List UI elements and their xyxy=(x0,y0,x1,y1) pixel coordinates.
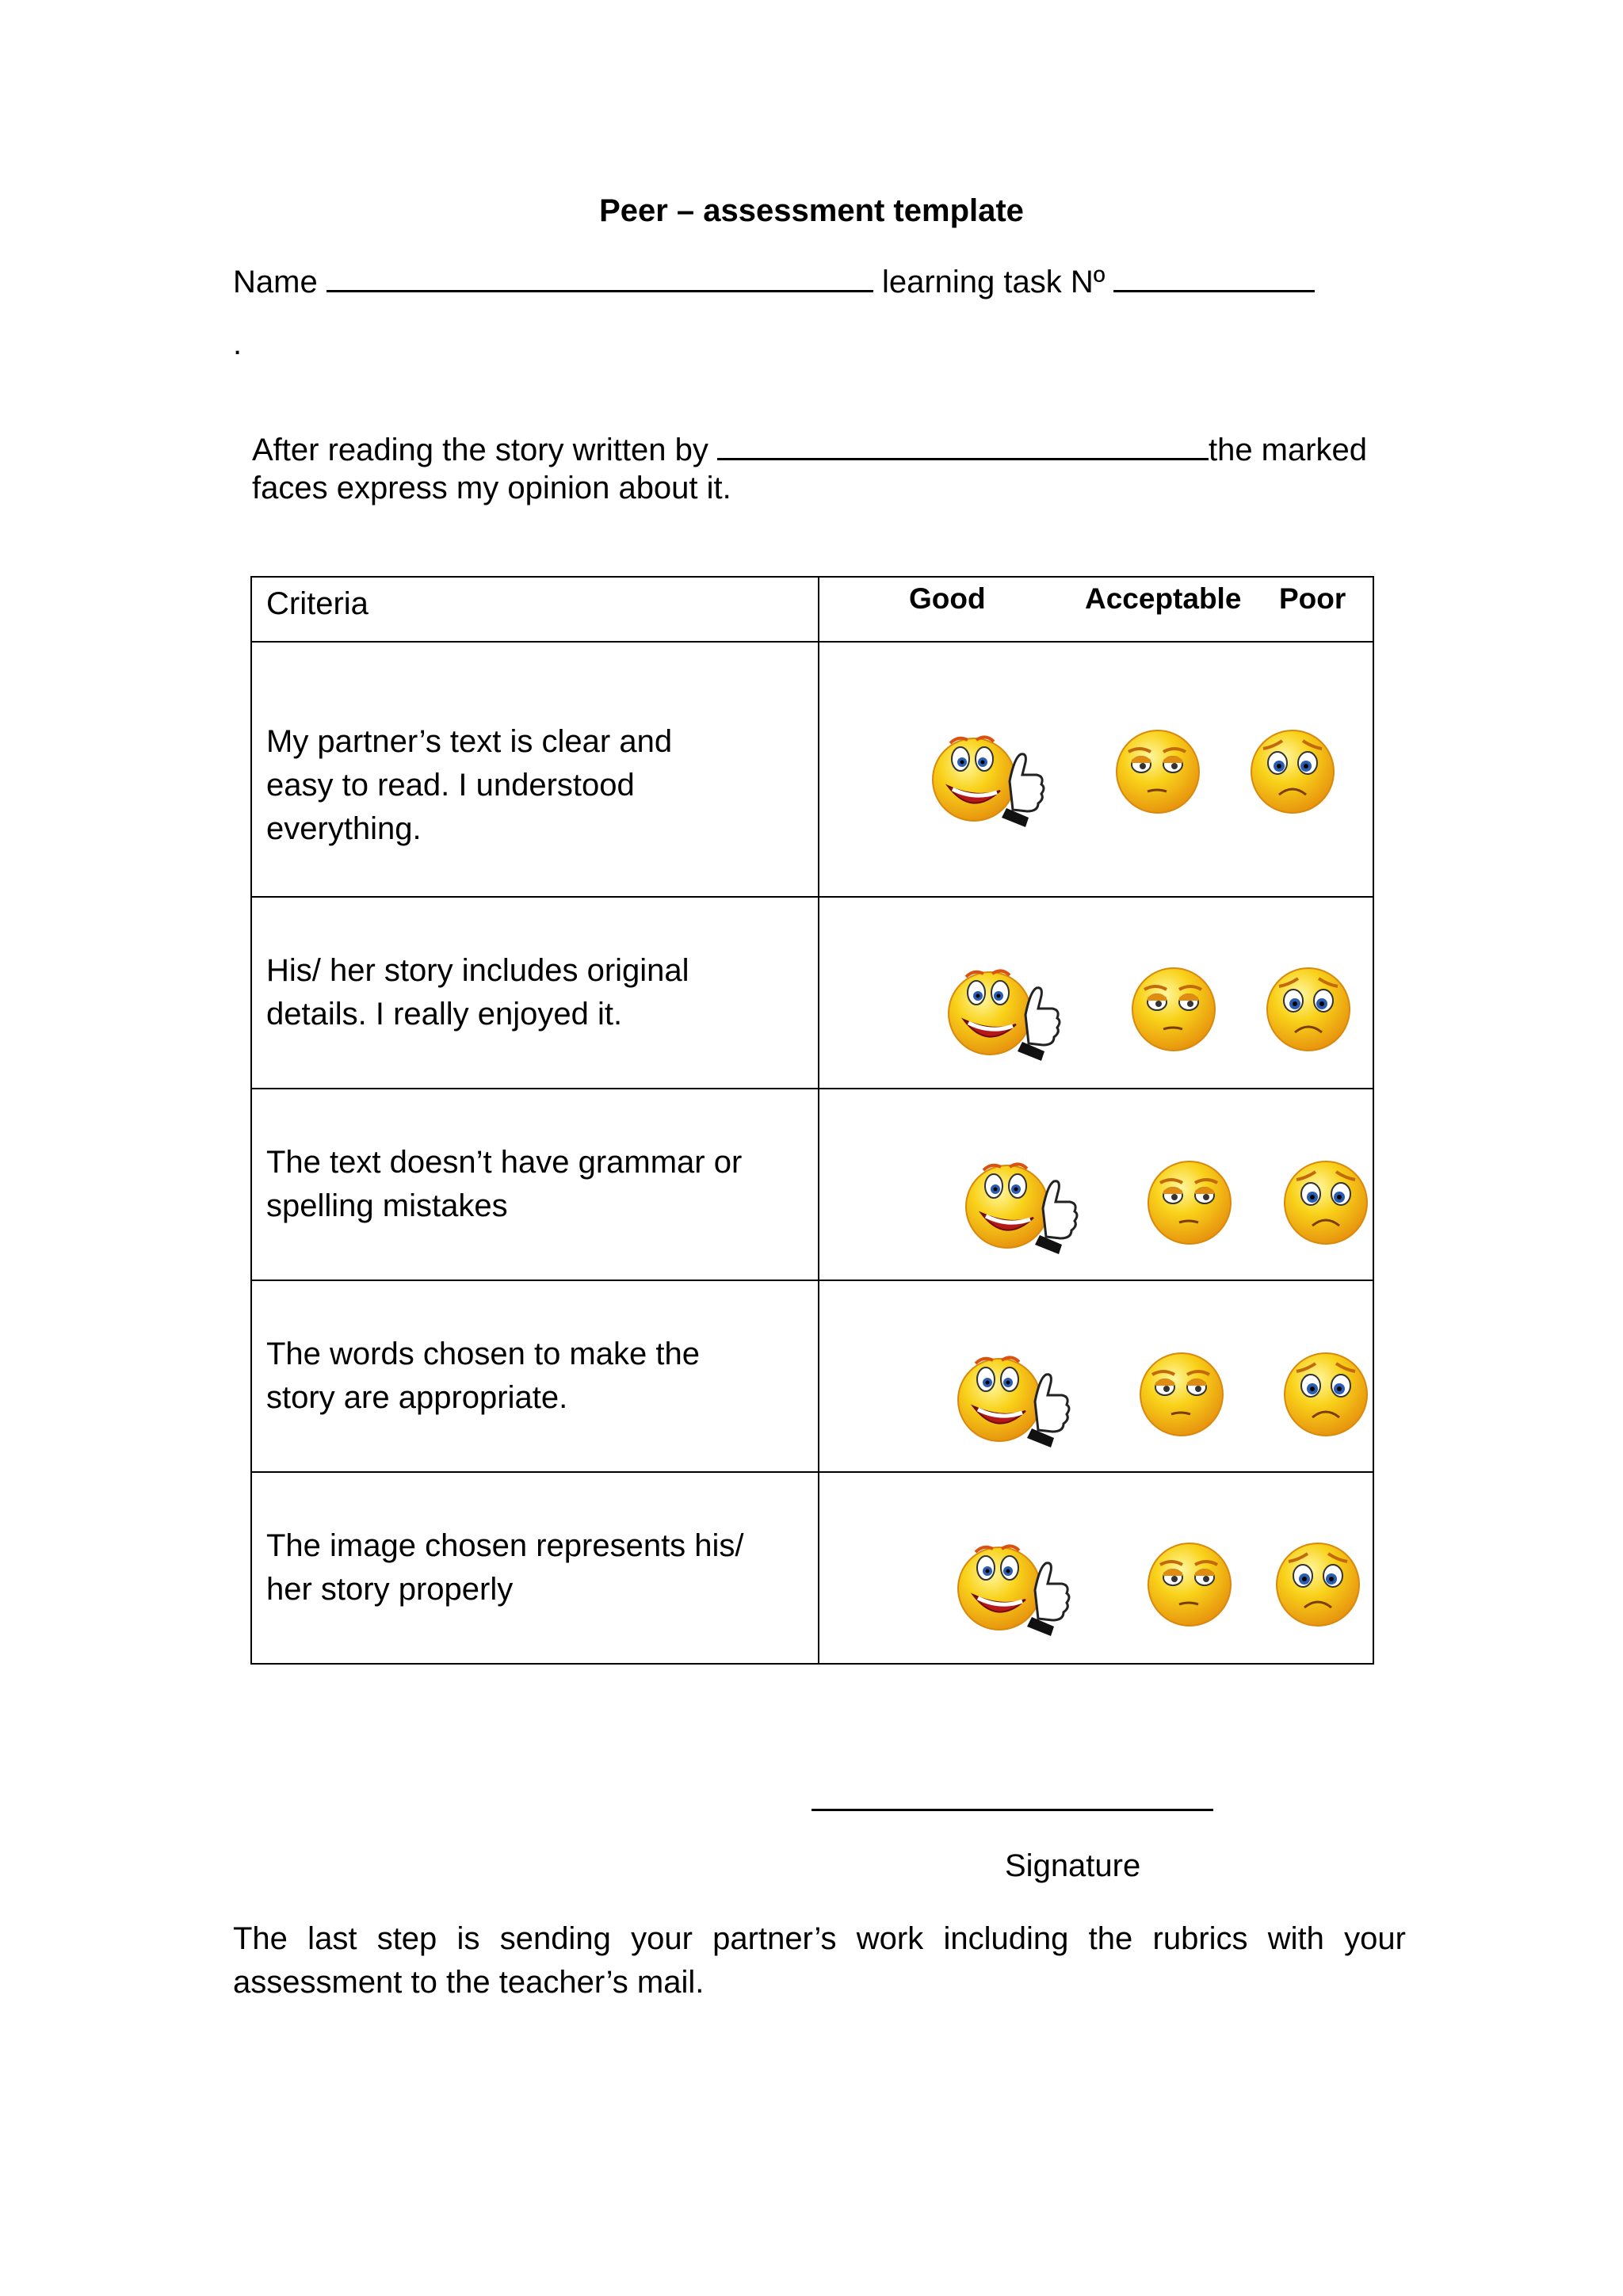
criteria-line: His/ her story includes original xyxy=(266,953,689,988)
criteria-line: story are appropriate. xyxy=(266,1380,568,1415)
table-row xyxy=(251,1472,1373,1664)
criteria-line: The text doesn’t have grammar or xyxy=(266,1145,743,1180)
criteria-line: spelling mistakes xyxy=(266,1188,508,1223)
criteria-cell xyxy=(251,642,819,897)
table-row xyxy=(251,1089,1373,1280)
smiley-thumbs-up-icon[interactable] xyxy=(956,1346,1075,1449)
header-row xyxy=(251,577,1373,642)
task-number-field[interactable] xyxy=(1113,258,1315,292)
name-field[interactable] xyxy=(327,258,873,292)
sad-face-icon[interactable] xyxy=(1249,728,1336,815)
criteria-cell xyxy=(251,1472,819,1664)
signature-label: Signature xyxy=(1005,1848,1141,1883)
author-field[interactable] xyxy=(717,426,1209,460)
name-task-line xyxy=(233,258,1315,300)
ratings-header-cell xyxy=(819,577,1373,642)
criteria-line: The image chosen represents his/ xyxy=(266,1528,744,1563)
sad-face-icon[interactable] xyxy=(1282,1159,1369,1246)
criteria-cell xyxy=(251,1280,819,1472)
page-title: Peer – assessment template xyxy=(599,193,1024,228)
intro-part2: the marked xyxy=(1208,433,1368,467)
criteria-line: My partner’s text is clear and xyxy=(266,723,673,759)
intro-line2: faces express my opinion about it. xyxy=(252,471,731,505)
bored-face-icon[interactable] xyxy=(1138,1351,1225,1438)
smiley-thumbs-up-icon[interactable] xyxy=(964,1153,1083,1256)
smiley-thumbs-up-icon[interactable] xyxy=(946,959,1065,1062)
name-label: Name xyxy=(233,265,318,299)
task-label: learning task Nº xyxy=(881,265,1106,299)
bored-face-icon[interactable] xyxy=(1114,728,1201,815)
header-acceptable: Acceptable xyxy=(1085,582,1242,615)
bored-face-icon[interactable] xyxy=(1146,1159,1233,1246)
criteria-line: The words chosen to make the xyxy=(266,1337,700,1371)
footer-line2: assessment to the teacher’s mail. xyxy=(233,1965,705,2000)
footer-line1: The last step is sending your partner’s work including the rubrics with your xyxy=(233,1921,1406,1956)
rating-cell xyxy=(819,642,1373,897)
header-poor: Poor xyxy=(1279,582,1346,615)
table-row xyxy=(251,897,1373,1089)
criteria-line: her story properly xyxy=(266,1572,514,1607)
intro-text xyxy=(252,426,1409,507)
rubric-table xyxy=(250,576,1374,1665)
rating-cell xyxy=(819,1472,1373,1664)
criteria-line: easy to read. I understood xyxy=(266,767,635,803)
table-row xyxy=(251,1280,1373,1472)
table-row xyxy=(251,642,1373,897)
smiley-thumbs-up-icon[interactable] xyxy=(930,726,1049,829)
rating-cell xyxy=(819,897,1373,1089)
footer-instructions xyxy=(233,1917,1406,2004)
bored-face-icon[interactable] xyxy=(1130,966,1217,1053)
intro-part1: After reading the story written by xyxy=(252,433,708,467)
bored-face-icon[interactable] xyxy=(1146,1541,1233,1628)
sad-face-icon[interactable] xyxy=(1265,966,1352,1053)
criteria-header: Criteria xyxy=(251,577,819,642)
criteria-line: everything. xyxy=(266,810,422,846)
rating-cell xyxy=(819,1089,1373,1280)
signature-line[interactable] xyxy=(812,1809,1213,1811)
criteria-cell xyxy=(251,897,819,1089)
header-good: Good xyxy=(909,582,986,615)
smiley-thumbs-up-icon[interactable] xyxy=(956,1535,1075,1638)
rating-cell xyxy=(819,1280,1373,1472)
sad-face-icon[interactable] xyxy=(1274,1541,1361,1628)
criteria-line: details. I really enjoyed it. xyxy=(266,997,623,1032)
sad-face-icon[interactable] xyxy=(1282,1351,1369,1438)
stray-dot: . xyxy=(233,326,242,361)
criteria-cell xyxy=(251,1089,819,1280)
